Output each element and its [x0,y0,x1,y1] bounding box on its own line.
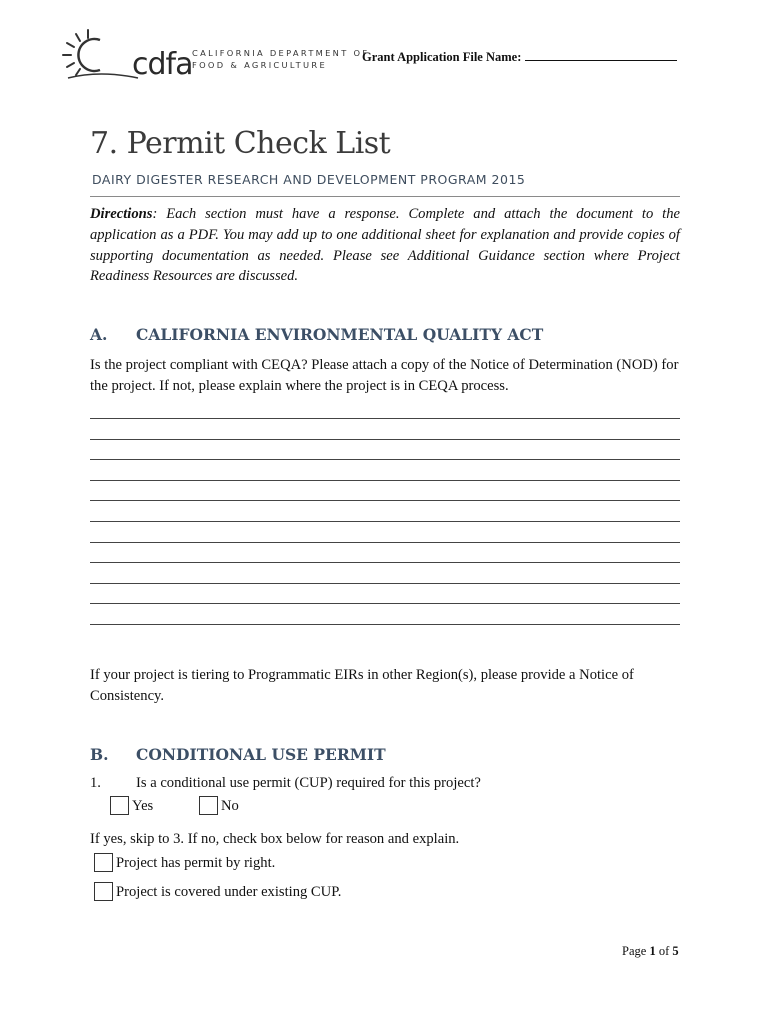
answer-line[interactable] [90,562,680,563]
title-divider [90,196,680,197]
directions-text: : Each section must have a response. Complete and attach the document to the application as a PDF. You may add up to one additional sheet for explanation and provide copies of supporting documentation as needed. Please see Additional Guidance section where Project Readiness Resources are discussed. [90,206,680,285]
page-number: Page 1 of 5 [622,944,679,958]
yes-option [110,796,153,815]
answer-line[interactable] [90,603,680,604]
answer-line[interactable] [90,439,680,440]
permit-by-right-option [94,853,275,872]
permit-by-right-label: Project has permit by right. [116,855,276,871]
section-b-heading [90,745,386,764]
file-name-field [362,48,677,65]
existing-cup-option [94,882,341,901]
yes-checkbox[interactable] [110,796,129,815]
answer-line[interactable] [90,521,680,522]
tiering-note: If your project is tiering to Programmatic EIRs in other Region(s), please provide a Notice of Consistency. [90,667,634,704]
no-option [199,796,239,815]
answer-line[interactable] [90,583,680,584]
cup-question [90,775,481,792]
question-text: Is a conditional use permit (CUP) required for this project? [136,775,481,791]
answer-line[interactable] [90,480,680,481]
section-a-title: CALIFORNIA ENVIRONMENTAL QUALITY ACT [136,325,544,344]
logo-department-name: CALIFORNIA DEPARTMENT OF FOOD & AGRICULTURE [192,48,370,70]
program-subtitle: DAIRY DIGESTER RESEARCH AND DEVELOPMENT PROGRAM 2015 [92,172,526,187]
cdfa-logo [60,26,370,84]
existing-cup-checkbox[interactable] [94,882,113,901]
ceqa-question: Is the project compliant with CEQA? Please attach a copy of the Notice of Determination (NOD) for the project. If not, please explain where the project is in CEQA process. [90,357,679,394]
existing-cup-label: Project is covered under existing CUP. [116,884,342,900]
file-name-blank[interactable] [525,48,677,61]
directions-paragraph [90,204,680,287]
section-b-letter: B. [90,745,109,764]
no-label: No [221,798,239,814]
section-a-letter: A. [90,325,108,344]
file-name-label: Grant Application File Name: [362,50,522,64]
question-number: 1. [90,775,101,791]
skip-instruction: If yes, skip to 3. If no, check box below for reason and explain. [90,831,460,847]
answer-line[interactable] [90,459,680,460]
sunburst-icon [60,26,140,84]
answer-line[interactable] [90,418,680,419]
ceqa-answer-lines[interactable] [90,418,680,645]
answer-line[interactable] [90,624,680,625]
yes-label: Yes [132,798,154,814]
section-b-title: CONDITIONAL USE PERMIT [136,745,386,764]
logo-wordmark: cdfa [132,47,193,82]
no-checkbox[interactable] [199,796,218,815]
answer-line[interactable] [90,542,680,543]
permit-by-right-checkbox[interactable] [94,853,113,872]
answer-line[interactable] [90,500,680,501]
page-title: 7. Permit Check List [90,126,391,161]
section-a-heading [90,325,543,344]
directions-label: Directions [90,206,153,222]
